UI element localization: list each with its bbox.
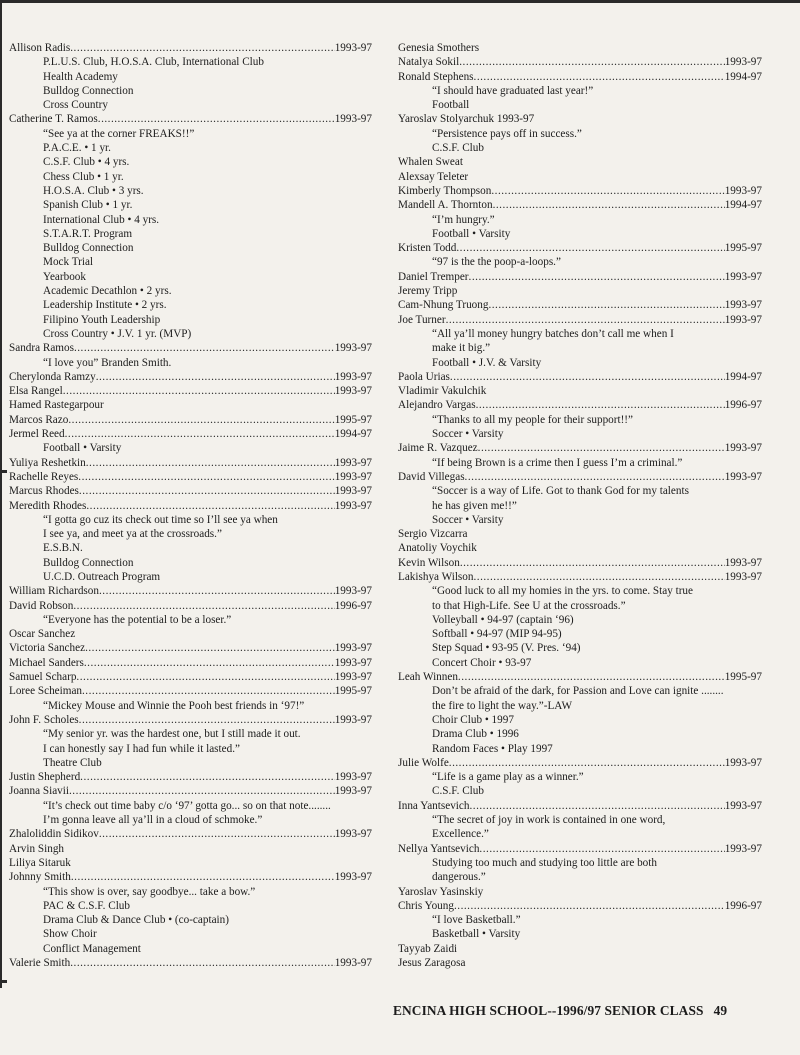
attendance-years: 1993-97 (334, 485, 372, 498)
senior-entry (398, 842, 762, 856)
dot-leader (78, 470, 334, 484)
senior-entry (9, 584, 372, 598)
senior-detail-line: H.O.S.A. Club • 3 yrs. (43, 184, 144, 197)
senior-name: Meredith Rhodes (9, 499, 87, 512)
senior-name: Johnny Smith (9, 871, 71, 884)
senior-name: Anatoliy Voychik (398, 542, 477, 555)
senior-detail-line: “My senior yr. was the hardest one, but I still made it out. (43, 728, 301, 741)
attendance-years: 1993-97 (724, 56, 762, 69)
senior-entry (398, 370, 762, 384)
dot-leader (86, 456, 335, 470)
dot-leader (71, 870, 335, 884)
page-footer (393, 1003, 783, 1019)
senior-detail-line: Conflict Management (43, 942, 141, 955)
senior-name: Jermel Reed (9, 428, 65, 441)
dot-leader (86, 499, 334, 513)
senior-entry (398, 541, 762, 555)
senior-entry (398, 41, 762, 55)
senior-entry (9, 112, 372, 126)
senior-name: Kevin Wilson (398, 556, 460, 569)
senior-entry (9, 713, 372, 727)
senior-detail-line: Chess Club • 1 yr. (43, 170, 124, 183)
dot-leader (479, 842, 724, 856)
senior-detail-line: Soccer • Varsity (432, 513, 504, 526)
senior-detail-line: “I gotta go cuz its check out time so I’ll see ya when (43, 513, 278, 526)
attendance-years: 1995-97 (724, 242, 762, 255)
senior-detail-line: I’m gonna leave all ya’ll in a cloud of schmoke.” (43, 814, 263, 827)
senior-entry (9, 398, 372, 412)
left-margin-rule (0, 0, 2, 988)
senior-entry (9, 870, 372, 884)
dot-leader (79, 713, 335, 727)
attendance-years: 1993-97 (334, 385, 372, 398)
dot-leader (454, 899, 725, 913)
attendance-years: 1995-97 (724, 671, 762, 684)
senior-entry (398, 270, 762, 284)
senior-detail-line: Yearbook (43, 270, 86, 283)
senior-entry (9, 641, 372, 655)
senior-name: Sergio Vizcarra (398, 528, 468, 541)
senior-detail-line: Spanish Club • 1 yr. (43, 199, 133, 212)
senior-name: Genesia Smothers (398, 42, 480, 54)
dot-leader (70, 41, 334, 55)
senior-entry (398, 527, 762, 541)
senior-entry (9, 413, 372, 427)
senior-name: Inna Yantsevich (398, 799, 470, 812)
dot-leader (474, 70, 725, 84)
senior-detail-line: Health Academy (43, 70, 118, 83)
senior-detail-line: dangerous.” (432, 871, 486, 884)
senior-name: Yuliya Reshetkin (9, 456, 86, 469)
senior-entry (398, 241, 762, 255)
dot-leader (99, 584, 335, 598)
attendance-years: 1993-97 (334, 499, 372, 512)
senior-name: Ronald Stephens (398, 70, 474, 83)
senior-entry (398, 155, 762, 169)
margin-notch (0, 470, 7, 473)
senior-detail-line: Filipino Youth Leadership (43, 313, 161, 326)
attendance-years: 1993-97 (334, 871, 372, 884)
senior-detail-line: “It’s check out time baby c/o ‘97’ gotta go... so on that note........ (43, 799, 331, 812)
senior-entry (398, 70, 762, 84)
senior-detail-line: Football • Varsity (432, 227, 511, 240)
senior-entry (398, 942, 762, 956)
dot-leader (84, 656, 335, 670)
dot-leader (73, 599, 334, 613)
senior-name: Valerie Smith (9, 957, 71, 969)
senior-entry (398, 298, 762, 312)
top-rule (0, 0, 800, 3)
senior-name: Julie Wolfe (398, 756, 449, 769)
senior-detail-line: “I love Basketball.” (432, 914, 521, 927)
senior-detail-line: I can honestly say I had fun while it lasted.” (43, 742, 240, 755)
attendance-years: 1996-97 (724, 899, 762, 912)
footer-title: ENCINA HIGH SCHOOL--1996/97 SENIOR CLASS (393, 1003, 704, 1018)
senior-name: Oscar Sanchez (9, 628, 76, 641)
dot-leader (459, 55, 724, 69)
attendance-years: 1993-97 (724, 313, 762, 326)
senior-name: Alexsay Teleter (398, 170, 469, 183)
senior-entry (9, 856, 372, 870)
dot-leader (465, 470, 725, 484)
senior-name: Justin Shepherd (9, 771, 81, 784)
attendance-years: 1993-97 (334, 671, 372, 684)
senior-entry (398, 885, 762, 899)
senior-detail-line: Leadership Institute • 2 yrs. (43, 299, 167, 312)
senior-entry (398, 112, 762, 126)
senior-detail-line: Choir Club • 1997 (432, 713, 514, 726)
senior-entry (398, 799, 762, 813)
senior-detail-line: Basketball • Varsity (432, 928, 521, 941)
senior-detail-line: Excellence.” (432, 828, 489, 841)
senior-detail-line: “Good luck to all my homies in the yrs. to come. Stay true (432, 585, 693, 598)
senior-detail-line: “97 is the the poop-a-loops.” (432, 256, 561, 269)
senior-detail-line: “Soccer is a way of Life. Got to thank God for my talents (432, 485, 689, 498)
senior-entry (398, 670, 762, 684)
dot-leader (70, 956, 334, 970)
senior-name: Catherine T. Ramos (9, 113, 98, 126)
senior-detail-line: Football • Varsity (43, 442, 122, 455)
senior-detail-line: P.L.U.S. Club, H.O.S.A. Club, International Club (43, 56, 264, 69)
dot-leader (449, 756, 725, 770)
senior-name: Kimberly Thompson (398, 184, 492, 197)
attendance-years: 1993-97 (334, 642, 372, 655)
senior-entry (9, 499, 372, 513)
senior-detail-line: Drama Club & Dance Club • (co-captain) (43, 914, 229, 927)
attendance-years: 1994-97 (724, 199, 762, 212)
senior-name: Alejandro Vargas (398, 399, 476, 412)
senior-name: Michael Sanders (9, 656, 84, 669)
senior-entry (398, 441, 762, 455)
senior-entry (9, 827, 372, 841)
senior-entry (9, 627, 372, 641)
attendance-years: 1994-97 (724, 70, 762, 83)
senior-entry (398, 184, 762, 198)
senior-entry (398, 398, 762, 412)
senior-detail-line: “This show is over, say goodbye... take a bow.” (43, 885, 256, 898)
senior-detail-line: Studying too much and studying too little are both (432, 856, 657, 869)
senior-entry (9, 456, 372, 470)
senior-detail-line: Theatre Club (43, 756, 102, 769)
senior-entry (398, 570, 762, 584)
senior-entry (398, 384, 762, 398)
senior-detail-line: “If being Brown is a crime then I guess I’m a criminal.” (432, 456, 683, 469)
dot-leader (469, 270, 725, 284)
senior-detail-line: I see ya, and meet ya at the crossroads.” (43, 528, 222, 541)
senior-entry (9, 470, 372, 484)
senior-detail-line: he has given me!!” (432, 499, 517, 512)
senior-detail-line: “Thanks to all my people for their support!!” (432, 413, 634, 426)
senior-name: Mandell A. Thornton (398, 199, 493, 212)
senior-detail-line: Bulldog Connection (43, 242, 134, 255)
dot-leader (68, 413, 334, 427)
senior-detail-line: Don’t be afraid of the dark, for Passion and Love can ignite ........ (432, 685, 724, 698)
attendance-years: 1993-97 (724, 756, 762, 769)
senior-detail-line: U.C.D. Outreach Program (43, 570, 161, 583)
senior-name: David Villegas (398, 470, 465, 483)
attendance-years: 1996-97 (334, 599, 372, 612)
attendance-years: 1993-97 (334, 771, 372, 784)
attendance-years: 1993-97 (334, 470, 372, 483)
attendance-years: 1994-97 (334, 428, 372, 441)
attendance-years: 1993-97 (334, 585, 372, 598)
senior-name: Yaroslav Stolyarchuk 1993-97 (398, 113, 535, 126)
senior-detail-line: “See ya at the corner FREAKS!!” (43, 127, 195, 140)
dot-leader (80, 770, 335, 784)
senior-entry (398, 170, 762, 184)
senior-detail-line: Cross Country • J.V. 1 yr. (MVP) (43, 327, 192, 340)
senior-name: Sandra Ramos (9, 342, 74, 355)
senior-name: Lakishya Wilson (398, 570, 474, 583)
senior-name: Joanna Siavii (9, 785, 69, 798)
senior-entry (398, 899, 762, 913)
senior-name: David Robson (9, 599, 74, 612)
dot-leader (488, 298, 724, 312)
attendance-years: 1994-97 (724, 370, 762, 383)
senior-detail-line: Softball • 94-97 (MIP 94-95) (432, 628, 562, 641)
attendance-years: 1995-97 (334, 413, 372, 426)
senior-entry (9, 384, 372, 398)
attendance-years: 1995-97 (334, 685, 372, 698)
senior-detail-line: PAC & C.S.F. Club (43, 899, 130, 912)
dot-leader (446, 313, 725, 327)
dot-leader (74, 341, 335, 355)
attendance-years: 1993-97 (724, 270, 762, 283)
senior-name: Elsa Rangel (9, 385, 63, 398)
attendance-years: 1993-97 (334, 113, 372, 126)
senior-detail-line: Random Faces • Play 1997 (432, 742, 553, 755)
senior-detail-line: Bulldog Connection (43, 556, 134, 569)
senior-detail-line: to that High-Life. See U at the crossroads.” (432, 599, 626, 612)
senior-entry (9, 41, 372, 55)
senior-entry (398, 756, 762, 770)
senior-detail-line: the fire to light the way.”-LAW (432, 699, 573, 712)
senior-entry (398, 55, 762, 69)
senior-detail-line: “I love you” Branden Smith. (43, 356, 172, 369)
attendance-years: 1993-97 (334, 713, 372, 726)
senior-name: Hamed Rastegarpour (9, 399, 104, 412)
dot-leader (63, 384, 335, 398)
senior-entry (398, 470, 762, 484)
senior-detail-line: Concert Choir • 93-97 (432, 656, 532, 669)
dot-leader (456, 241, 724, 255)
senior-detail-line: Show Choir (43, 928, 97, 941)
senior-entry (9, 684, 372, 698)
dot-leader (65, 427, 335, 441)
attendance-years: 1996-97 (724, 399, 762, 412)
senior-name: Daniel Tremper (398, 270, 469, 283)
senior-name: Nellya Yantsevich (398, 842, 480, 855)
senior-detail-line: International Club • 4 yrs. (43, 213, 160, 226)
senior-name: Jesus Zaragosa (398, 957, 466, 969)
senior-name: Paola Urias (398, 370, 450, 383)
senior-entry (9, 670, 372, 684)
senior-name: William Richardson (9, 585, 99, 598)
senior-name: Yaroslav Yasinskiy (398, 885, 484, 898)
senior-name: Arvin Singh (9, 842, 65, 855)
dot-leader (98, 112, 335, 126)
margin-notch (0, 980, 7, 983)
attendance-years: 1993-97 (724, 184, 762, 197)
dot-leader (460, 556, 725, 570)
attendance-years: 1993-97 (334, 42, 372, 54)
attendance-years: 1993-97 (724, 842, 762, 855)
senior-detail-line: “Mickey Mouse and Winnie the Pooh best friends in ‘97!” (43, 699, 305, 712)
senior-entry (9, 341, 372, 355)
attendance-years: 1993-97 (334, 456, 372, 469)
senior-detail-line: “I should have graduated last year!” (432, 84, 594, 97)
dot-leader (69, 784, 335, 798)
attendance-years: 1993-97 (334, 342, 372, 355)
senior-detail-line: Drama Club • 1996 (432, 728, 519, 741)
senior-name: Marcos Razo (9, 413, 69, 426)
senior-detail-line: “Everyone has the potential to be a loser.” (43, 613, 232, 626)
senior-name: Loree Scheiman (9, 685, 82, 698)
senior-name: Rachelle Reyes (9, 470, 79, 483)
senior-name: Whalen Sweat (398, 156, 463, 169)
senior-entry (9, 770, 372, 784)
senior-name: Vladimir Vakulchik (398, 385, 487, 398)
senior-detail-line: Football • J.V. & Varsity (432, 356, 542, 369)
senior-name: Natalya Sokil (398, 56, 460, 69)
dot-leader (85, 641, 335, 655)
attendance-years: 1993-97 (724, 570, 762, 583)
dot-leader (478, 441, 725, 455)
senior-entry (9, 427, 372, 441)
senior-name: Kristen Todd (398, 242, 457, 255)
senior-detail-line: E.S.B.N. (43, 542, 83, 555)
senior-name: Joe Turner (398, 313, 446, 326)
senior-entry (9, 599, 372, 613)
attendance-years: 1993-97 (724, 556, 762, 569)
senior-detail-line: P.A.C.E. • 1 yr. (43, 142, 111, 155)
attendance-years: 1993-97 (334, 370, 372, 383)
senior-name: Victoria Sanchez (9, 642, 86, 655)
dot-leader (450, 370, 725, 384)
senior-detail-line: Cross Country (43, 99, 108, 112)
senior-detail-line: S.T.A.R.T. Program (43, 227, 133, 240)
senior-detail-line: “The secret of joy in work is contained in one word, (432, 814, 666, 827)
senior-name: Chris Young (398, 899, 454, 912)
dot-leader (473, 570, 724, 584)
page-number: 49 (713, 1003, 728, 1018)
attendance-years: 1993-97 (334, 656, 372, 669)
senior-detail-line: “I’m hungry.” (432, 213, 495, 226)
senior-detail-line: Volleyball • 94-97 (captain ‘96) (432, 613, 574, 626)
senior-entry (9, 656, 372, 670)
senior-detail-line: C.S.F. Club (432, 785, 484, 798)
senior-entry (9, 370, 372, 384)
senior-detail-line: C.S.F. Club (432, 142, 484, 155)
senior-entry (9, 484, 372, 498)
dot-leader (99, 827, 335, 841)
senior-name: Jeremy Tripp (398, 285, 458, 298)
senior-name: Tayyab Zaidi (398, 942, 458, 955)
senior-detail-line: Academic Decathlon • 2 yrs. (43, 285, 172, 298)
dot-leader (79, 484, 335, 498)
senior-name: Marcus Rhodes (9, 485, 79, 498)
dot-leader (493, 198, 725, 212)
senior-name: Cam-Nhung Truong (398, 299, 489, 312)
senior-detail-line: “Persistence pays off in success.” (432, 127, 582, 140)
senior-detail-line: “All ya’ll money hungry batches don’t call me when I (432, 327, 674, 340)
senior-entry (398, 956, 762, 970)
senior-name: Jaime R. Vazquez (398, 442, 478, 455)
senior-detail-line: “Life is a game play as a winner.” (432, 771, 584, 784)
attendance-years: 1993-97 (334, 828, 372, 841)
dot-leader (491, 184, 724, 198)
dot-leader (476, 398, 725, 412)
senior-detail-line: Bulldog Connection (43, 84, 134, 97)
dot-leader (82, 684, 335, 698)
senior-detail-line: Soccer • Varsity (432, 428, 504, 441)
senior-detail-line: Mock Trial (43, 256, 94, 269)
senior-name: Liliya Sitaruk (9, 856, 71, 869)
attendance-years: 1993-97 (724, 799, 762, 812)
dot-leader (96, 370, 335, 384)
attendance-years: 1993-97 (724, 299, 762, 312)
dot-leader (469, 799, 724, 813)
senior-entry (398, 284, 762, 298)
senior-name: John F. Scholes (9, 713, 79, 726)
senior-detail-line: C.S.F. Club • 4 yrs. (43, 156, 130, 169)
senior-entry (9, 842, 372, 856)
dot-leader (76, 670, 334, 684)
attendance-years: 1993-97 (334, 957, 372, 969)
senior-name: Samuel Scharp (9, 671, 77, 684)
senior-name: Leah Winnen (398, 671, 458, 684)
senior-entry (9, 956, 372, 970)
senior-entry (398, 556, 762, 570)
senior-entry (9, 784, 372, 798)
senior-detail-line: Football (432, 99, 470, 112)
senior-detail-line: make it big.” (432, 342, 491, 355)
senior-name: Cherylonda Ramzy (9, 370, 96, 383)
senior-name: Zhaloliddin Sidikov (9, 828, 99, 841)
senior-entry (398, 313, 762, 327)
dot-leader (458, 670, 725, 684)
attendance-years: 1993-97 (724, 442, 762, 455)
left-column (9, 41, 372, 970)
right-column (398, 41, 762, 970)
senior-detail-line: Step Squad • 93-95 (V. Pres. ‘94) (432, 642, 581, 655)
senior-name: Allison Radis (9, 42, 71, 54)
senior-entry (398, 198, 762, 212)
attendance-years: 1993-97 (724, 470, 762, 483)
attendance-years: 1993-97 (334, 785, 372, 798)
